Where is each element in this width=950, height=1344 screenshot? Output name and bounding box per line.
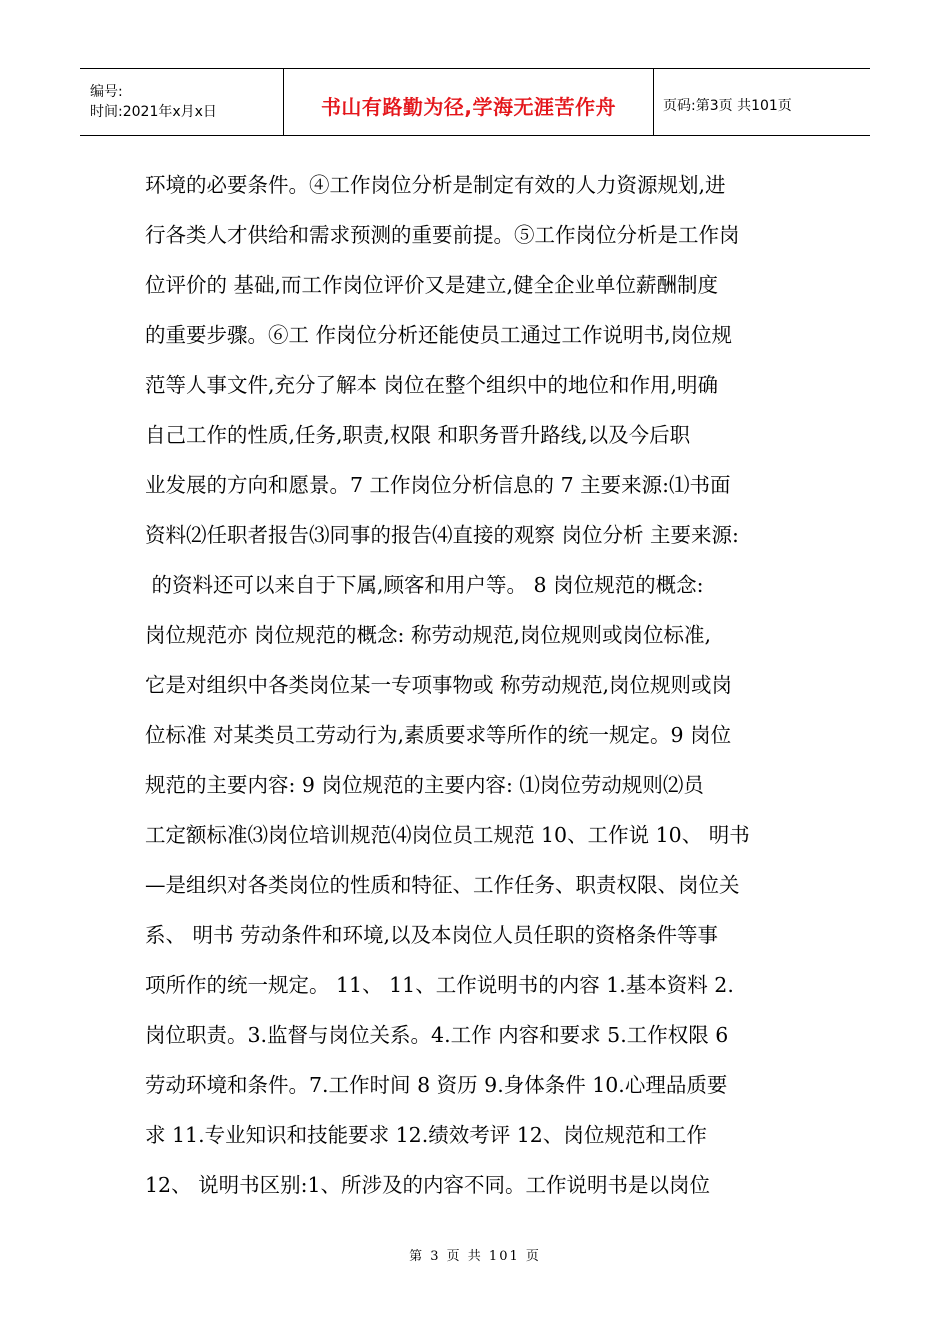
body-line: 劳动环境和条件。7.工作时间 8 资历 9.身体条件 10.心理品质要 [145, 1073, 728, 1097]
body-line: 范等人事文件,充分了解本 岗位在整个组织中的地位和作用,明确 [145, 373, 719, 397]
body-line: 项所作的统一规定。 11、 11、工作说明书的内容 1.基本资料 2. [145, 973, 734, 997]
motto-text: 书山有路勤为径,学海无涯苦作舟 [320, 94, 617, 119]
body-line: 位标准 对某类员工劳动行为,素质要求等所作的统一规定。9 岗位 [145, 723, 732, 747]
body-line: 岗位职责。3.监督与岗位关系。4.工作 内容和要求 5.工作权限 6 [145, 1023, 729, 1047]
body-line: 岗位规范亦 岗位规范的概念: 称劳动规范,岗位规则或岗位标准, [145, 623, 711, 647]
number-label: 编号: [90, 84, 123, 100]
header-page-cell [654, 69, 870, 135]
header-meta [80, 69, 283, 135]
footer-page-number: 第 3 页 共 101 页 [409, 1249, 541, 1264]
body-line: 工定额标准⑶岗位培训规范⑷岗位员工规范 10、工作说 10、 明书 [145, 823, 750, 847]
body-line: 求 11.专业知识和技能要求 12.绩效考评 12、岗位规范和工作 [145, 1123, 707, 1147]
body-line: 规范的主要内容: 9 岗位规范的主要内容: ⑴岗位劳动规则⑵员 [145, 773, 704, 797]
body-line: 12、 说明书区别:1、所涉及的内容不同。工作说明书是以岗位 [145, 1173, 711, 1197]
body-line: 行各类人才供给和需求预测的重要前提。⑤工作岗位分析是工作岗 [145, 223, 740, 247]
body-line: 位评价的 基础,而工作岗位评价又是建立,健全企业单位薪酬制度 [145, 273, 719, 297]
document-body [145, 160, 810, 1210]
body-line: 环境的必要条件。④工作岗位分析是制定有效的人力资源规划,进 [145, 173, 726, 197]
page-info: 页码:第3页 共101页 [663, 98, 792, 114]
page-footer [0, 1245, 950, 1264]
body-line: —是组织对各类岗位的性质和特征、工作任务、职责权限、岗位关 [145, 873, 740, 897]
body-line: 系、 明书 劳动条件和环境,以及本岗位人员任职的资格条件等事 [145, 923, 719, 947]
header-motto-cell [283, 69, 654, 135]
time-label: 时间:2021年x月x日 [90, 104, 217, 120]
body-line: 的资料还可以来自于下属,顾客和用户等。 8 岗位规范的概念: [145, 573, 704, 597]
body-line: 它是对组织中各类岗位某一专项事物或 称劳动规范,岗位规则或岗 [145, 673, 733, 697]
body-line: 的重要步骤。⑥工 作岗位分析还能使员工通过工作说明书,岗位规 [145, 323, 733, 347]
body-line: 业发展的方向和愿景。7 工作岗位分析信息的 7 主要来源:⑴书面 [145, 473, 731, 497]
header-table [80, 68, 870, 136]
body-line: 资料⑵任职者报告⑶同事的报告⑷直接的观察 岗位分析 主要来源: [145, 523, 739, 547]
body-line: 自己工作的性质,任务,职责,权限 和职务晋升路线,以及今后职 [145, 423, 691, 447]
